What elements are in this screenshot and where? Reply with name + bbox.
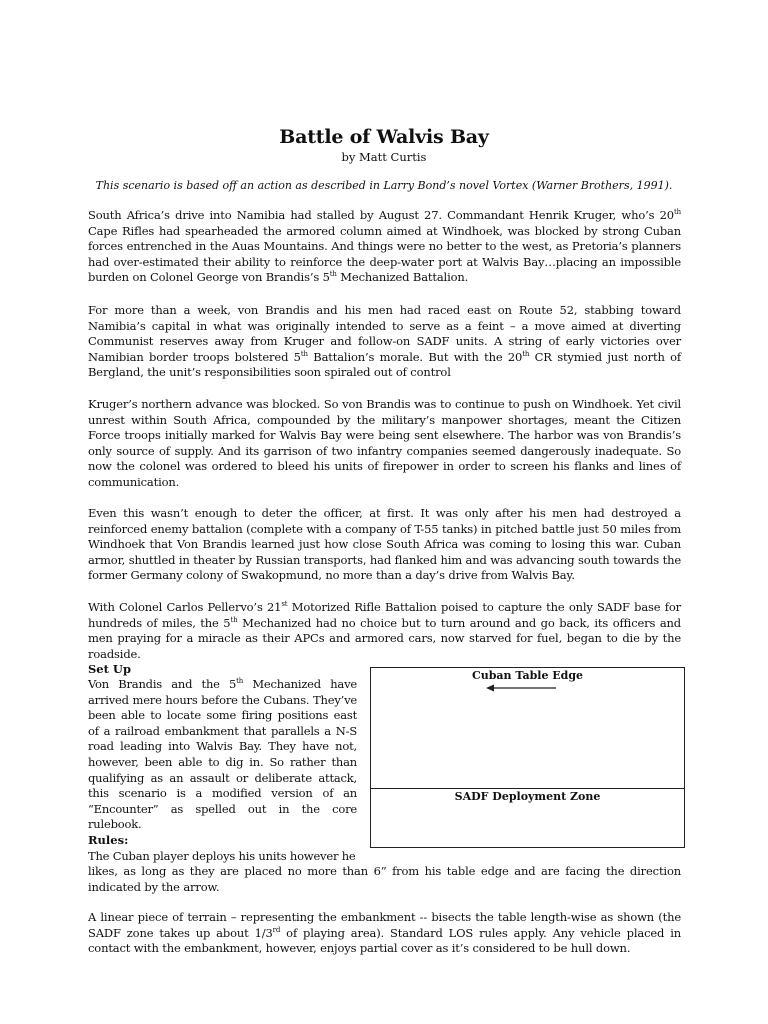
embankment-divider bbox=[371, 788, 684, 789]
sadf-deployment-zone-label: SADF Deployment Zone bbox=[454, 790, 601, 803]
table-layout-diagram bbox=[370, 667, 685, 848]
rules-paragraph-2: A linear piece of terrain – representing the embankment -- bisects the table length-wise as shown (the SADF zone takes up about 1/3rd of playing area). Standard LOS rules apply. Any vehicle placed in contact with the embankment, however, enjoys partial cover as it’s considered to be hull down. bbox=[88, 910, 681, 956]
setup-heading: Set Up bbox=[88, 662, 132, 676]
rules-heading: Rules: bbox=[88, 833, 129, 847]
arrow-left-icon bbox=[486, 682, 558, 694]
source-note: This scenario is based off an action as described in Larry Bond’s novel Vortex (Warner Brothers, 1991). bbox=[95, 179, 673, 192]
intro-paragraph-2: For more than a week, von Brandis and his men had raced east on Route 52, stabbing toward Namibia’s capital in what was originally intended to serve as a feint – a move aimed at diverting Communist reserves away from Kruger and follow-on SADF units. A string of early victories over Namibian border troops bolstered 5th Battalion’s morale. But with the 20th CR stymied just north of Bergland, the unit’s responsibilities soon spiraled out of control bbox=[88, 303, 681, 380]
rules-paragraph-1: likes, as long as they are placed no more than 6” from his table edge and are facing the direction indicated by the arrow. bbox=[88, 864, 681, 894]
intro-paragraph-4: Even this wasn’t enough to deter the officer, at first. It was only after his men had destroyed a reinforced enemy battalion (complete with a company of T-55 tanks) in pitched battle just 50 miles from Windhoek that Von Brandis learned just how close South Africa was coming to losing this war. Cuban armor, shuttled in theater by Russian transports, had flanked him and was advancing south towards the former Germany colony of Swakopmund, no more than a day’s drive from Walvis Bay. bbox=[88, 506, 681, 583]
cuban-table-edge-label: Cuban Table Edge bbox=[471, 669, 584, 682]
setup-paragraph: Von Brandis and the 5th Mechanized have arrived mere hours before the Cubans. They’ve been able to locate some firing positions east of a railroad embankment that parallels a N-S road leading into Walvis Bay. They have not, however, been able to dig in. So rather than qualifying as an assault or deliberate attack, this scenario is a modified version of an “Encounter” as spelled out in the core rulebook. bbox=[88, 677, 357, 832]
intro-paragraph-1: South Africa’s drive into Namibia had stalled by August 27. Commandant Henrik Kruger, who’s 20th Cape Rifles had spearheaded the armored column aimed at Windhoek, was blocked by strong Cuban forces entrenched in the Auas Mountains. And things were no better to the west, as Pretoria’s planners had over-estimated their ability to reinforce the deep-water port at Walvis Bay…placing an impossible burden on Colonel George von Brandis’s 5th Mechanized Battalion. bbox=[88, 208, 681, 285]
rules-paragraph-lead: The Cuban player deploys his units however he bbox=[88, 849, 356, 863]
document-title: Battle of Walvis Bay bbox=[279, 126, 489, 148]
intro-paragraph-3: Kruger’s northern advance was blocked. So von Brandis was to continue to push on Windhoek. Yet civil unrest within South Africa, compounded by the military’s manpower shortages, meant the Citizen Force troops initially marked for Walvis Bay were being sent elsewhere. The harbor was von Brandis’s only source of supply. And its garrison of two infantry companies seemed dangerously inadequate. So now the colonel was ordered to bleed his units of firepower in order to screen his flanks and lines of communication. bbox=[88, 397, 681, 489]
intro-paragraph-5: With Colonel Carlos Pellervo’s 21st Motorized Rifle Battalion poised to capture the only SADF base for hundreds of miles, the 5th Mechanized had no choice but to turn around and go back, its officers and men praying for a miracle as their APCs and armored cars, now starved for fuel, began to die by the roadside. bbox=[88, 600, 682, 661]
author-byline: by Matt Curtis bbox=[341, 150, 427, 164]
